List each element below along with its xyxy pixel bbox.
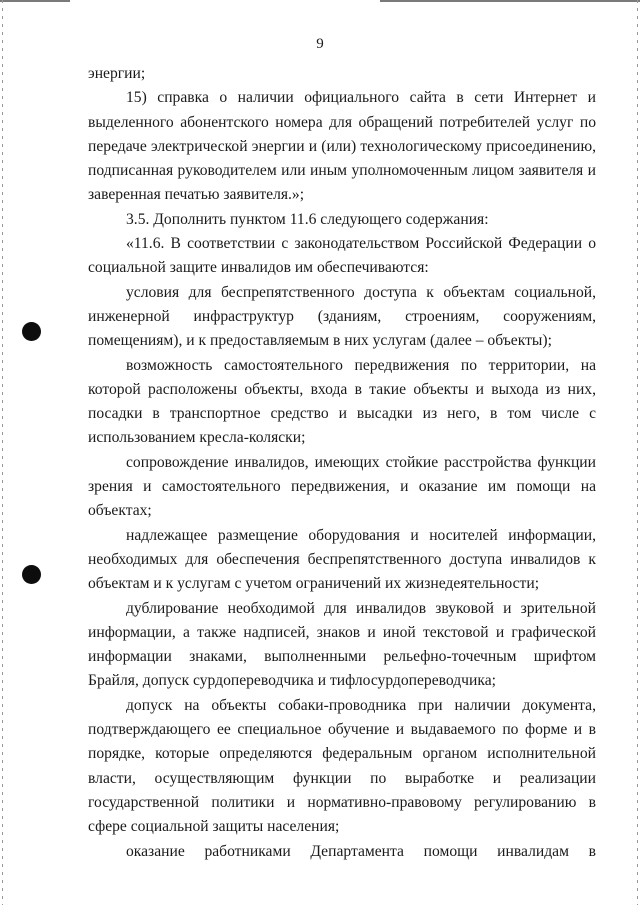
binder-hole-top xyxy=(22,322,41,341)
paragraph: 3.5. Дополнить пунктом 11.6 следующего содержания: xyxy=(126,210,489,228)
paragraph: возможность самостоятельного передвижения по территории, на которой расположены объекты, входа в такие объекты и выхода из них, посадки в транспортное средство и высадки из него, в том числе с использованием кресла-коляски; xyxy=(88,356,596,447)
paragraph: допуск на объекты собаки-проводника при наличии документа, подтверждающего ее специальное обучение и выдаваемого по форме и в порядке, которые определяются федеральным органом исполнительной власти, осуществляющим функции по выработке и реализации государственной политики и нормативно-правовому регулированию в сфере социальной защиты населения; xyxy=(88,696,596,836)
binder-hole-bottom xyxy=(22,565,41,584)
scan-edge-right xyxy=(637,0,638,905)
paragraph: 15) справка о наличии официального сайта в сети Интернет и выделенного абонентского номера для обращений потребителей услуг по передаче электрической энергии и (или) технологическому присоединению, подписанная руководителем или иным уполномоченным лицом заявителя и заверенная печатью заявителя.»; xyxy=(88,89,596,204)
scan-artifact-top-right xyxy=(380,0,640,2)
paragraph: дублирование необходимой для инвалидов звуковой и зрительной информации, а также надписей, знаков и иной текстовой и графической информации знаками, выполненными рельефно-точечным шрифтом Брайля, допуск сурдопереводчика и тифлосурдопереводчика; xyxy=(88,599,596,690)
paragraph: условия для беспрепятственного доступа к объектам социальной, инженерной инфраструктур (зданиям, строениям, сооружениям, помещениям), и к предоставляемым в них услугам (далее – объекты); xyxy=(88,283,596,350)
paragraph: сопровождение инвалидов, имеющих стойкие расстройства функции зрения и самостоятельного передвижения, и оказание им помощи на объектах; xyxy=(88,453,596,520)
paragraph: оказание работниками Департамента помощи инвалидам в xyxy=(126,842,596,860)
scan-artifact-top-left xyxy=(0,0,70,2)
paragraph: «11.6. В соответствии с законодательством Российской Федерации о социальной защите инвалидов им обеспечиваются: xyxy=(88,235,596,277)
document-body xyxy=(88,62,596,864)
page-number: 9 xyxy=(316,36,324,52)
scan-edge-left xyxy=(2,0,3,905)
paragraph: энергии; xyxy=(88,65,146,82)
paragraph: надлежащее размещение оборудования и носителей информации, необходимых для обеспечения беспрепятственного доступа инвалидов к объектам и к услугам с учетом ограничений их жизнедеятельности; xyxy=(88,526,596,593)
